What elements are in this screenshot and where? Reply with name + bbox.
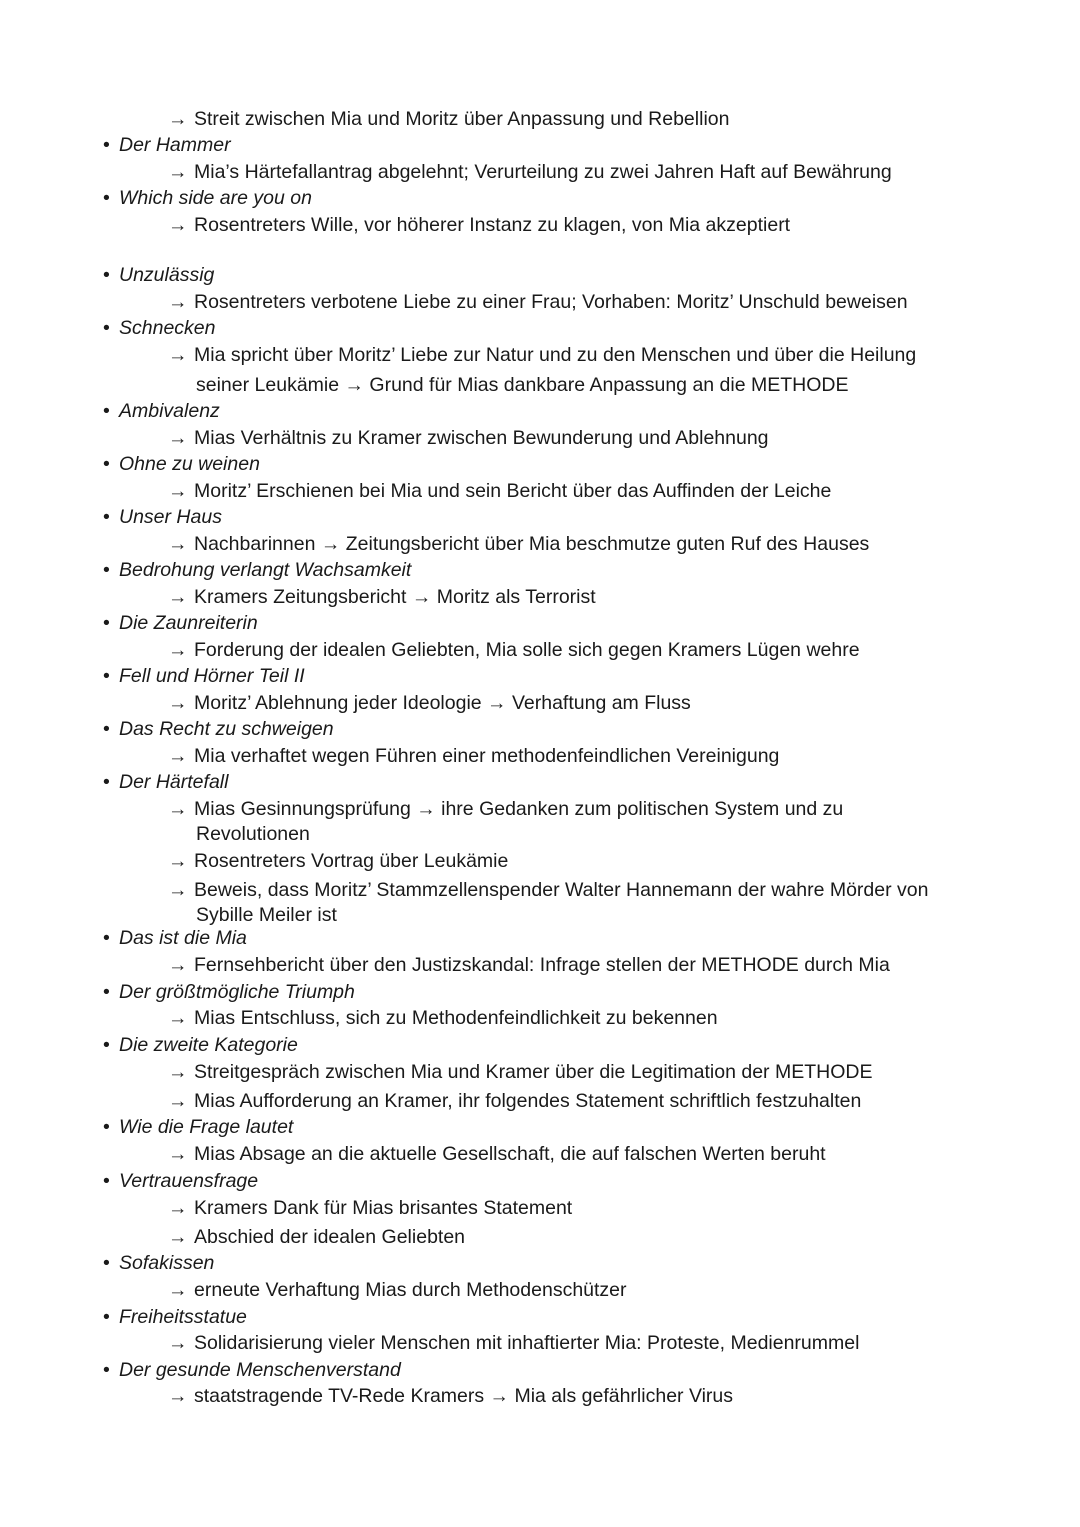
summary-line	[168, 479, 831, 503]
chapter-heading	[103, 1358, 401, 1382]
arrow-icon: →	[168, 533, 188, 555]
summary-text: Rosentreters Vortrag über Leukämie	[194, 850, 509, 872]
arrow-icon: →	[168, 1143, 188, 1165]
arrow-icon: →	[168, 427, 188, 449]
summary-line	[168, 953, 890, 977]
bullet-icon: •	[103, 718, 110, 740]
chapter-title: Der Hammer	[119, 134, 231, 156]
summary-line	[168, 1142, 826, 1166]
summary-text: Moritz’ Ablehnung jeder Ideologie → Verhaftung am Fluss	[194, 692, 691, 714]
summary-line	[168, 160, 892, 184]
arrow-icon: →	[168, 798, 188, 820]
arrow-icon: →	[168, 745, 188, 767]
arrow-icon: →	[168, 291, 188, 313]
summary-line	[168, 1278, 627, 1302]
chapter-title: Vertrauensfrage	[119, 1170, 259, 1192]
chapter-heading	[103, 980, 355, 1004]
summary-line	[168, 213, 790, 237]
summary-line	[168, 426, 769, 450]
chapter-heading	[103, 770, 228, 794]
arrow-icon: →	[168, 879, 188, 901]
chapter-title: Which side are you on	[119, 187, 312, 209]
summary-text: Mias Aufforderung an Kramer, ihr folgendes Statement schriftlich festzuhalten	[194, 1090, 862, 1112]
chapter-heading	[103, 558, 411, 582]
summary-line	[168, 107, 729, 131]
bullet-icon: •	[103, 981, 110, 1003]
summary-line	[168, 1006, 718, 1030]
summary-line	[168, 1196, 572, 1220]
summary-line	[168, 1225, 465, 1249]
summary-line	[168, 1089, 861, 1113]
summary-continuation: Sybille Meiler ist	[196, 904, 337, 926]
arrow-icon: →	[168, 1226, 188, 1248]
arrow-icon: →	[168, 1061, 188, 1083]
summary-line	[168, 849, 508, 873]
summary-text: Streit zwischen Mia und Moritz über Anpassung und Rebellion	[194, 108, 730, 130]
arrow-icon: →	[168, 1279, 188, 1301]
arrow-icon: →	[168, 1090, 188, 1112]
arrow-icon: →	[168, 639, 188, 661]
bullet-icon: •	[103, 187, 110, 209]
bullet-icon: •	[103, 506, 110, 528]
summary-text: Mias Absage an die aktuelle Gesellschaft, die auf falschen Werten beruht	[194, 1143, 826, 1165]
summary-text: Mias Verhältnis zu Kramer zwischen Bewunderung und Ablehnung	[194, 427, 769, 449]
arrow-icon: →	[168, 161, 188, 183]
bullet-icon: •	[103, 559, 110, 581]
summary-continuation: Revolutionen	[196, 823, 310, 845]
summary-text: Solidarisierung vieler Menschen mit inhaftierter Mia: Proteste, Medienrummel	[194, 1332, 860, 1354]
bullet-icon: •	[103, 612, 110, 634]
summary-text: Kramers Zeitungsbericht → Moritz als Terrorist	[194, 586, 596, 608]
chapter-heading	[103, 186, 312, 210]
summary-text: Fernsehbericht über den Justizskandal: Infrage stellen der METHODE durch Mia	[194, 954, 890, 976]
summary-text: staatstragende TV-Rede Kramers → Mia als gefährlicher Virus	[194, 1385, 734, 1407]
chapter-title: Ambivalenz	[119, 400, 220, 422]
chapter-title: Ohne zu weinen	[119, 453, 260, 475]
summary-line	[168, 691, 691, 715]
arrow-icon: →	[168, 1007, 188, 1029]
summary-text: Mia’s Härtefallantrag abgelehnt; Verurteilung zu zwei Jahren Haft auf Bewährung	[194, 161, 892, 183]
summary-text: erneute Verhaftung Mias durch Methodenschützer	[194, 1279, 627, 1301]
summary-continuation: seiner Leukämie → Grund für Mias dankbare Anpassung an die METHODE	[196, 374, 849, 396]
summary-text: Nachbarinnen → Zeitungsbericht über Mia beschmutze guten Ruf des Hauses	[194, 533, 870, 555]
chapter-title: Unser Haus	[119, 506, 222, 528]
chapter-title: Der gesunde Menschenverstand	[119, 1359, 401, 1381]
chapter-heading	[103, 1169, 258, 1193]
chapter-heading	[103, 263, 214, 287]
summary-text: Forderung der idealen Geliebten, Mia solle sich gegen Kramers Lügen wehre	[194, 639, 860, 661]
arrow-icon: →	[168, 1385, 188, 1407]
summary-line	[168, 290, 908, 314]
summary-line	[168, 1331, 859, 1355]
summary-text: Rosentreters verbotene Liebe zu einer Frau; Vorhaben: Moritz’ Unschuld beweisen	[194, 291, 908, 313]
bullet-icon: •	[103, 1306, 110, 1328]
arrow-icon: →	[168, 108, 188, 130]
arrow-icon: →	[168, 850, 188, 872]
chapter-title: Wie die Frage lautet	[119, 1116, 294, 1138]
chapter-title: Der Härtefall	[119, 771, 229, 793]
bullet-icon: •	[103, 927, 110, 949]
summary-text: Moritz’ Erschienen bei Mia und sein Bericht über das Auffinden der Leiche	[194, 480, 832, 502]
chapter-title: Die zweite Kategorie	[119, 1034, 298, 1056]
bullet-icon: •	[103, 400, 110, 422]
summary-line	[168, 878, 928, 902]
summary-line	[168, 532, 869, 556]
summary-line	[168, 1384, 733, 1408]
chapter-heading	[103, 664, 305, 688]
bullet-icon: •	[103, 317, 110, 339]
summary-line	[168, 797, 843, 821]
summary-text: Mias Gesinnungsprüfung → ihre Gedanken zum politischen System und zu	[194, 798, 844, 820]
arrow-icon: →	[168, 214, 188, 236]
bullet-icon: •	[103, 1034, 110, 1056]
arrow-icon: →	[168, 1197, 188, 1219]
chapter-heading	[103, 1305, 247, 1329]
arrow-icon: →	[168, 344, 188, 366]
chapter-title: Das Recht zu schweigen	[119, 718, 334, 740]
arrow-icon: →	[168, 692, 188, 714]
arrow-icon: →	[168, 1332, 188, 1354]
bullet-icon: •	[103, 264, 110, 286]
bullet-icon: •	[103, 771, 110, 793]
chapter-title: Der größtmögliche Triumph	[119, 981, 355, 1003]
chapter-heading	[103, 926, 247, 950]
bullet-icon: •	[103, 134, 110, 156]
chapter-heading	[103, 452, 260, 476]
bullet-icon: •	[103, 1116, 110, 1138]
bullet-icon: •	[103, 1252, 110, 1274]
chapter-heading	[103, 611, 258, 635]
chapter-heading	[103, 1033, 298, 1057]
summary-text: Abschied der idealen Geliebten	[194, 1226, 466, 1248]
summary-text: Mia spricht über Moritz’ Liebe zur Natur und zu den Menschen und über die Heilung	[194, 344, 917, 366]
chapter-heading	[103, 399, 220, 423]
chapter-heading	[103, 133, 231, 157]
summary-text: Beweis, dass Moritz’ Stammzellenspender Walter Hannemann der wahre Mörder von	[194, 879, 929, 901]
chapter-title: Freiheitsstatue	[119, 1306, 247, 1328]
summary-line	[168, 744, 779, 768]
bullet-icon: •	[103, 1170, 110, 1192]
chapter-heading	[103, 1115, 293, 1139]
chapter-title: Das ist die Mia	[119, 927, 247, 949]
summary-text: Mias Entschluss, sich zu Methodenfeindlichkeit zu bekennen	[194, 1007, 718, 1029]
arrow-icon: →	[168, 480, 188, 502]
bullet-icon: •	[103, 1359, 110, 1381]
summary-line	[168, 638, 860, 662]
chapter-heading	[103, 717, 334, 741]
bullet-icon: •	[103, 453, 110, 475]
summary-line	[168, 343, 916, 367]
summary-text: Mia verhaftet wegen Führen einer methodenfeindlichen Vereinigung	[194, 745, 780, 767]
chapter-title: Die Zaunreiterin	[119, 612, 258, 634]
chapter-title: Fell und Hörner Teil II	[119, 665, 305, 687]
chapter-heading	[103, 1251, 214, 1275]
summary-text: Streitgespräch zwischen Mia und Kramer über die Legitimation der METHODE	[194, 1061, 873, 1083]
summary-text: Kramers Dank für Mias brisantes Statement	[194, 1197, 573, 1219]
chapter-title: Sofakissen	[119, 1252, 215, 1274]
summary-line	[168, 585, 596, 609]
chapter-heading	[103, 316, 215, 340]
summary-line	[168, 1060, 872, 1084]
arrow-icon: →	[168, 954, 188, 976]
chapter-heading	[103, 505, 222, 529]
chapter-title: Unzulässig	[119, 264, 215, 286]
arrow-icon: →	[168, 586, 188, 608]
summary-text: Rosentreters Wille, vor höherer Instanz zu klagen, von Mia akzeptiert	[194, 214, 791, 236]
chapter-title: Schnecken	[119, 317, 216, 339]
chapter-title: Bedrohung verlangt Wachsamkeit	[119, 559, 412, 581]
bullet-icon: •	[103, 665, 110, 687]
